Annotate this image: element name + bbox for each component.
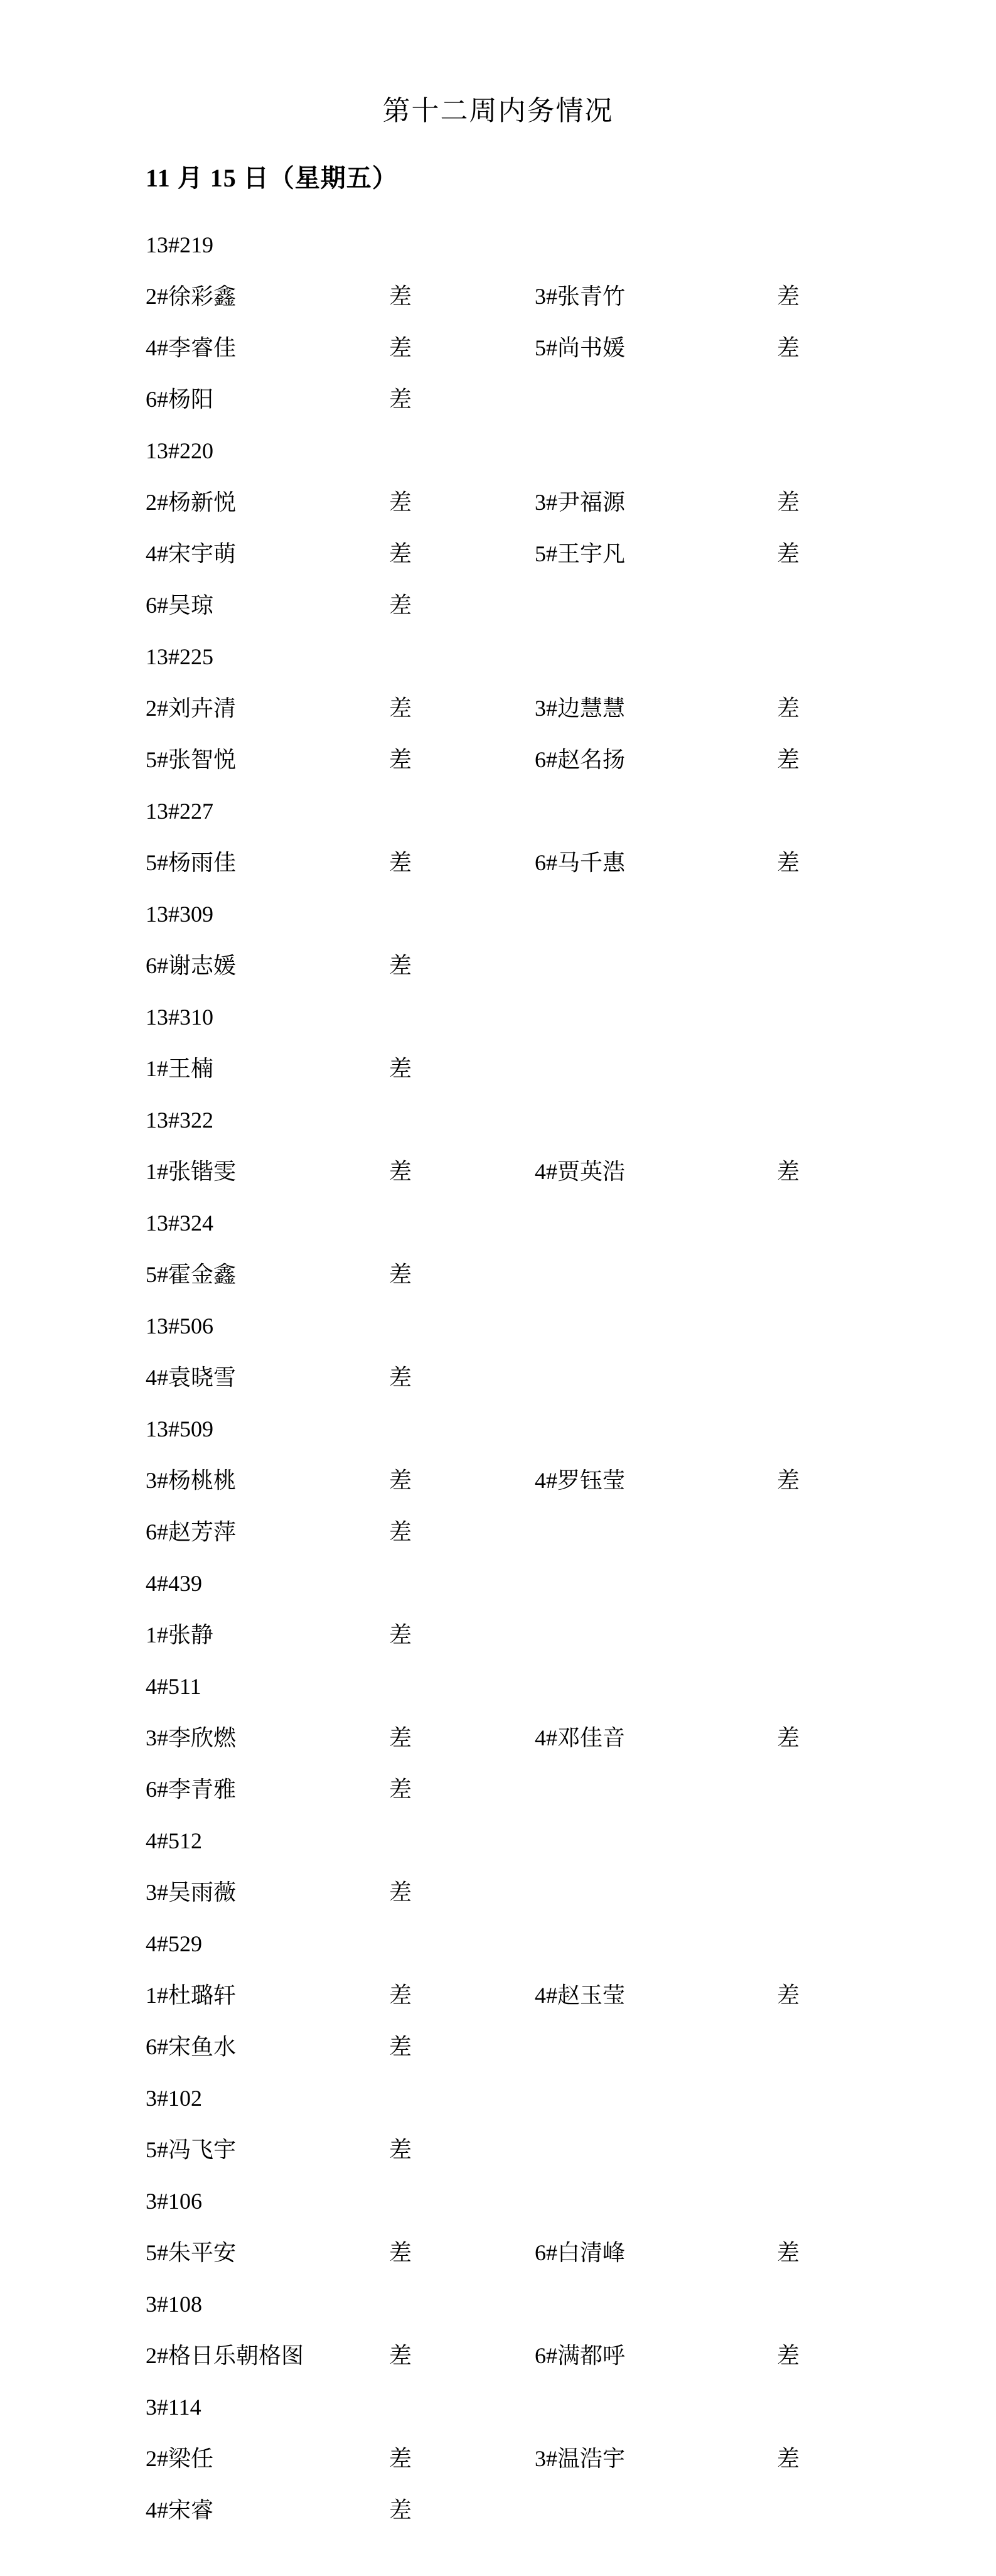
student-name-primary: 1#张静 bbox=[146, 1622, 214, 1647]
table-row bbox=[146, 2124, 958, 2175]
rating-secondary: 差 bbox=[777, 850, 800, 875]
rating-primary: 差 bbox=[389, 2343, 412, 2368]
student-name-primary: 6#宋鱼水 bbox=[146, 2034, 237, 2059]
student-name-secondary: 5#尚书媛 bbox=[535, 335, 626, 360]
room-number: 3#106 bbox=[146, 2189, 202, 2214]
room-number: 4#439 bbox=[146, 1571, 202, 1596]
rating-secondary: 差 bbox=[777, 1983, 800, 2008]
document-date-heading: 11 月 15 日（星期五） bbox=[146, 164, 398, 192]
room-number: 4#529 bbox=[146, 1931, 202, 1956]
room-number: 13#227 bbox=[146, 799, 213, 824]
table-row bbox=[146, 1455, 958, 1506]
student-name-primary: 2#刘卉清 bbox=[146, 696, 237, 721]
student-name-primary: 2#杨新悦 bbox=[146, 490, 237, 515]
room-header-row bbox=[146, 785, 958, 837]
rating-secondary: 差 bbox=[777, 1725, 800, 1750]
student-name-primary: 4#李睿佳 bbox=[146, 335, 237, 360]
rating-primary: 差 bbox=[389, 284, 412, 309]
student-name-secondary: 3#温浩宇 bbox=[535, 2446, 626, 2471]
rating-secondary: 差 bbox=[777, 284, 800, 309]
rating-primary: 差 bbox=[389, 1880, 412, 1905]
rating-primary: 差 bbox=[389, 593, 412, 618]
table-row bbox=[146, 271, 958, 322]
rating-primary: 差 bbox=[389, 850, 412, 875]
rating-primary: 差 bbox=[389, 2240, 412, 2265]
student-name-primary: 3#杨桃桃 bbox=[146, 1468, 237, 1493]
room-header-row bbox=[146, 1815, 958, 1867]
student-name-primary: 6#李青雅 bbox=[146, 1777, 237, 1802]
rating-secondary: 差 bbox=[777, 335, 800, 360]
room-number: 13#322 bbox=[146, 1107, 213, 1133]
student-name-primary: 4#宋睿 bbox=[146, 2498, 214, 2523]
dorm-inspection-list bbox=[0, 219, 996, 2536]
room-number: 3#108 bbox=[146, 2292, 202, 2317]
student-name-primary: 2#梁任 bbox=[146, 2446, 214, 2471]
page-title: 第十二周内务情况 bbox=[382, 95, 614, 126]
rating-primary: 差 bbox=[389, 1056, 412, 1081]
room-number: 13#506 bbox=[146, 1313, 213, 1339]
student-name-secondary: 4#邓佳音 bbox=[535, 1725, 626, 1750]
rating-primary: 差 bbox=[389, 1365, 412, 1390]
table-row bbox=[146, 374, 958, 425]
room-number: 13#219 bbox=[146, 232, 213, 257]
table-row bbox=[146, 2433, 958, 2484]
student-name-primary: 5#杨雨佳 bbox=[146, 850, 237, 875]
rating-primary: 差 bbox=[389, 1519, 412, 1544]
table-row bbox=[146, 734, 958, 785]
table-row bbox=[146, 1506, 958, 1558]
room-header-row bbox=[146, 1661, 958, 1712]
room-number: 13#220 bbox=[146, 438, 213, 463]
room-header-row bbox=[146, 1403, 958, 1455]
room-number: 13#309 bbox=[146, 902, 213, 927]
rating-primary: 差 bbox=[389, 747, 412, 772]
table-row bbox=[146, 477, 958, 528]
room-header-row bbox=[146, 1558, 958, 1609]
student-name-secondary: 3#边慧慧 bbox=[535, 696, 626, 721]
student-name-primary: 3#李欣燃 bbox=[146, 1725, 237, 1750]
student-name-primary: 6#杨阳 bbox=[146, 387, 214, 412]
rating-primary: 差 bbox=[389, 1262, 412, 1287]
rating-primary: 差 bbox=[389, 953, 412, 978]
rating-secondary: 差 bbox=[777, 2343, 800, 2368]
table-row bbox=[146, 1609, 958, 1661]
room-number: 4#512 bbox=[146, 1828, 202, 1853]
table-row bbox=[146, 682, 958, 734]
room-header-row bbox=[146, 631, 958, 682]
rating-secondary: 差 bbox=[777, 1468, 800, 1493]
table-row bbox=[146, 579, 958, 631]
student-name-primary: 1#王楠 bbox=[146, 1056, 214, 1081]
rating-secondary: 差 bbox=[777, 2240, 800, 2265]
student-name-primary: 2#格日乐朝格图 bbox=[146, 2343, 304, 2368]
table-row bbox=[146, 837, 958, 888]
student-name-primary: 6#谢志媛 bbox=[146, 953, 237, 978]
table-row bbox=[146, 1043, 958, 1094]
table-row bbox=[146, 1249, 958, 1300]
student-name-primary: 3#吴雨薇 bbox=[146, 1880, 237, 1905]
student-name-primary: 5#张智悦 bbox=[146, 747, 237, 772]
room-number: 3#114 bbox=[146, 2395, 201, 2420]
rating-secondary: 差 bbox=[777, 696, 800, 721]
rating-primary: 差 bbox=[389, 2137, 412, 2162]
student-name-primary: 5#霍金鑫 bbox=[146, 1262, 237, 1287]
table-row bbox=[146, 1146, 958, 1197]
table-row bbox=[146, 1352, 958, 1403]
room-header-row bbox=[146, 1197, 958, 1249]
room-number: 13#310 bbox=[146, 1005, 213, 1030]
table-row bbox=[146, 322, 958, 374]
rating-secondary: 差 bbox=[777, 541, 800, 566]
table-row bbox=[146, 940, 958, 991]
rating-primary: 差 bbox=[389, 1468, 412, 1493]
student-name-secondary: 3#尹福源 bbox=[535, 490, 626, 515]
rating-primary: 差 bbox=[389, 1725, 412, 1750]
student-name-secondary: 6#赵名扬 bbox=[535, 747, 626, 772]
room-number: 13#225 bbox=[146, 644, 213, 669]
table-row bbox=[146, 2484, 958, 2536]
table-row bbox=[146, 2021, 958, 2072]
table-row bbox=[146, 2227, 958, 2278]
rating-primary: 差 bbox=[389, 696, 412, 721]
room-header-row bbox=[146, 1094, 958, 1146]
room-number: 4#511 bbox=[146, 1674, 201, 1699]
student-name-primary: 6#赵芳萍 bbox=[146, 1519, 237, 1544]
student-name-primary: 1#杜璐轩 bbox=[146, 1983, 237, 2008]
rating-primary: 差 bbox=[389, 335, 412, 360]
room-header-row bbox=[146, 2278, 958, 2330]
student-name-secondary: 3#张青竹 bbox=[535, 284, 626, 309]
room-header-row bbox=[146, 425, 958, 477]
student-name-primary: 5#朱平安 bbox=[146, 2240, 237, 2265]
room-header-row bbox=[146, 219, 958, 271]
room-header-row bbox=[146, 991, 958, 1043]
student-name-primary: 4#宋宇萌 bbox=[146, 541, 237, 566]
student-name-secondary: 6#马千惠 bbox=[535, 850, 626, 875]
rating-primary: 差 bbox=[389, 387, 412, 412]
student-name-primary: 1#张锴雯 bbox=[146, 1159, 237, 1184]
rating-primary: 差 bbox=[389, 490, 412, 515]
rating-primary: 差 bbox=[389, 1159, 412, 1184]
room-header-row bbox=[146, 2381, 958, 2433]
student-name-secondary: 6#满都呼 bbox=[535, 2343, 626, 2368]
table-row bbox=[146, 1970, 958, 2021]
student-name-secondary: 6#白清峰 bbox=[535, 2240, 626, 2265]
table-row bbox=[146, 1867, 958, 1918]
rating-primary: 差 bbox=[389, 2498, 412, 2523]
room-header-row bbox=[146, 1300, 958, 1352]
table-row bbox=[146, 528, 958, 579]
room-header-row bbox=[146, 888, 958, 940]
room-header-row bbox=[146, 1918, 958, 1970]
rating-secondary: 差 bbox=[777, 2446, 800, 2471]
rating-primary: 差 bbox=[389, 2034, 412, 2059]
table-row bbox=[146, 2330, 958, 2381]
rating-primary: 差 bbox=[389, 541, 412, 566]
room-header-row bbox=[146, 2175, 958, 2227]
student-name-secondary: 4#贾英浩 bbox=[535, 1159, 626, 1184]
student-name-primary: 4#袁晓雪 bbox=[146, 1365, 237, 1390]
room-number: 13#324 bbox=[146, 1210, 213, 1236]
student-name-secondary: 4#罗钰莹 bbox=[535, 1468, 626, 1493]
rating-secondary: 差 bbox=[777, 747, 800, 772]
table-row bbox=[146, 1712, 958, 1764]
rating-primary: 差 bbox=[389, 2446, 412, 2471]
rating-primary: 差 bbox=[389, 1777, 412, 1802]
room-number: 13#509 bbox=[146, 1416, 213, 1442]
student-name-secondary: 4#赵玉莹 bbox=[535, 1983, 626, 2008]
student-name-primary: 6#吴琼 bbox=[146, 593, 214, 618]
room-number: 3#102 bbox=[146, 2086, 202, 2111]
student-name-secondary: 5#王宇凡 bbox=[535, 541, 626, 566]
student-name-primary: 2#徐彩鑫 bbox=[146, 284, 237, 309]
rating-secondary: 差 bbox=[777, 490, 800, 515]
rating-primary: 差 bbox=[389, 1622, 412, 1647]
rating-primary: 差 bbox=[389, 1983, 412, 2008]
student-name-primary: 5#冯飞宇 bbox=[146, 2137, 237, 2162]
table-row bbox=[146, 1764, 958, 1815]
rating-secondary: 差 bbox=[777, 1159, 800, 1184]
room-header-row bbox=[146, 2072, 958, 2124]
